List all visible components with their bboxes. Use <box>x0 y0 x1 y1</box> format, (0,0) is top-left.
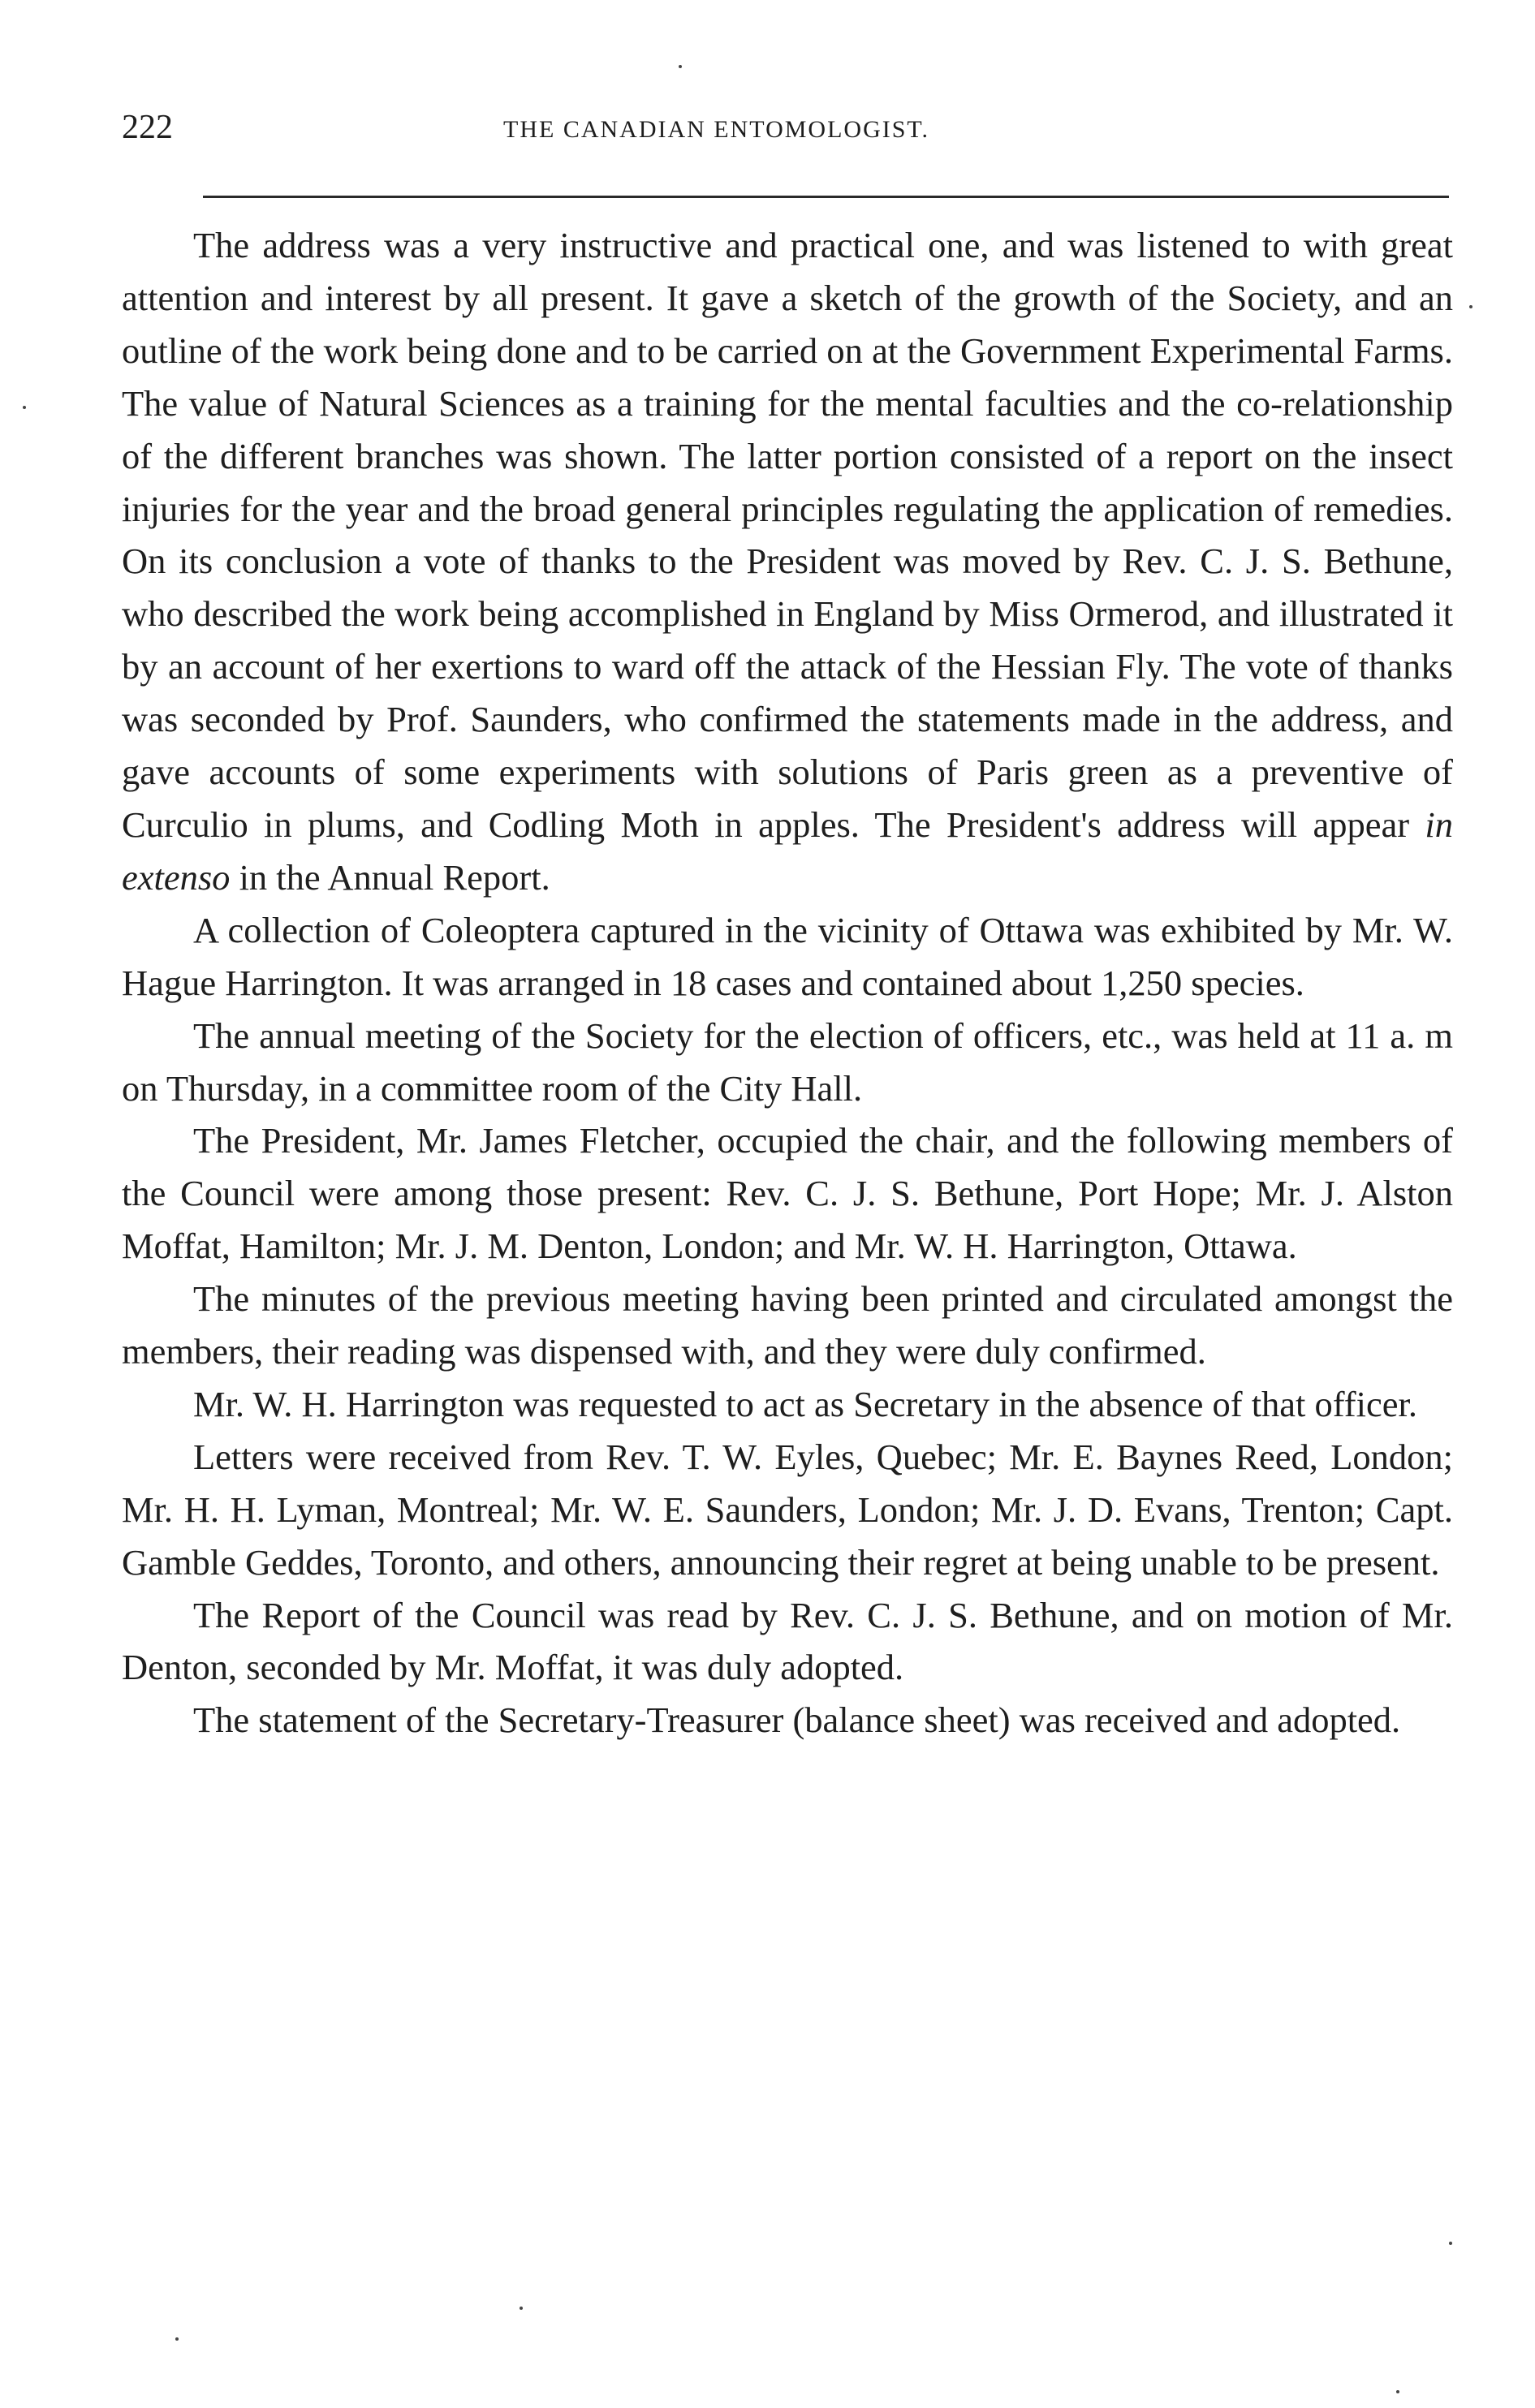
print-speck <box>23 406 26 409</box>
paragraph-text: The address was a very instructive and practical one, and was listened to with great attention and interest by all present. It gave a sketch of the growth of the Society, and an outline of the work being done and to be carried on at the Government Experimental Farms. The value of Natural Sciences as a training for the mental faculties and the co-relationship of the different branches was shown. The latter portion consisted of a report on the insect injuries for the year and the broad general principles regulating the application of remedies. On its conclusion a vote of thanks to the President was moved by Rev. C. J. S. Bethune, who described the work being accomplished in England by Miss Ormerod, and illustrated it by an account of her exertions to ward off the attack of the Hessian Fly. The vote of thanks was seconded by Prof. Saunders, who confirmed the statements made in the address, and gave accounts of some experiments with solutions of Paris green as a preventive of Curculio in plums, and Codling Moth in apples. The President's address will appear <box>122 225 1453 845</box>
print-speck <box>679 65 682 68</box>
paragraph-annual-meeting: The annual meeting of the Society for the election of officers, etc., was held at 11 a. m on Thursday, in a committee room of the City Hall. <box>122 1014 1453 1109</box>
header-rule <box>203 196 1449 198</box>
paragraph-minutes: The minutes of the previous meeting having been printed and circulated amongst the members, their reading was dispensed with, and they were duly confirmed. <box>122 1278 1453 1372</box>
page-number: 222 <box>122 109 173 146</box>
print-speck <box>1469 305 1472 308</box>
page-header <box>122 107 1453 156</box>
article-body <box>122 219 1453 1747</box>
paragraph-president: The President, Mr. James Fletcher, occupied the chair, and the following members of the Council were among those present: Rev. C. J. S. Bethune, Port Hope; Mr. J. Alston Moffat, Hamilton; Mr. J. M. Denton, London; and Mr. W. H. Harrington, Ottawa. <box>122 1120 1453 1267</box>
paragraph-council-report: The Report of the Council was read by Rev. C. J. S. Bethune, and on motion of Mr. Denton, seconded by Mr. Moffat, it was duly adopted. <box>122 1594 1453 1688</box>
paragraph-tail: in the Annual Report. <box>239 856 550 898</box>
paragraph-coleoptera: A collection of Coleoptera captured in the vicinity of Ottawa was exhibited by Mr. W. Hague Harrington. It was arranged in 18 cases and contained about 1,250 species. <box>122 909 1453 1003</box>
paragraph-secretary: Mr. W. H. Harrington was requested to act as Secretary in the absence of that officer. <box>193 1383 1417 1424</box>
paragraph-letters: Letters were received from Rev. T. W. Eyles, Quebec; Mr. E. Baynes Reed, London; Mr. H. H. Lyman, Montreal; Mr. W. E. Saunders, London; Mr. J. D. Evans, Trenton; Capt. Gamble Geddes, Toronto, and others, announcing their regret at being unable to be present. <box>122 1436 1453 1583</box>
running-head: THE CANADIAN ENTOMOLOGIST. <box>503 116 930 143</box>
paragraph-address <box>122 219 1453 904</box>
print-speck <box>1396 2390 1399 2393</box>
paragraph-treasurer: The statement of the Secretary-Treasurer (balance sheet) was received and adopted. <box>193 1699 1401 1741</box>
italic-phrase: in extenso <box>122 803 1453 898</box>
print-speck <box>520 2307 523 2310</box>
print-speck <box>175 2337 179 2341</box>
print-speck <box>1449 2242 1452 2245</box>
